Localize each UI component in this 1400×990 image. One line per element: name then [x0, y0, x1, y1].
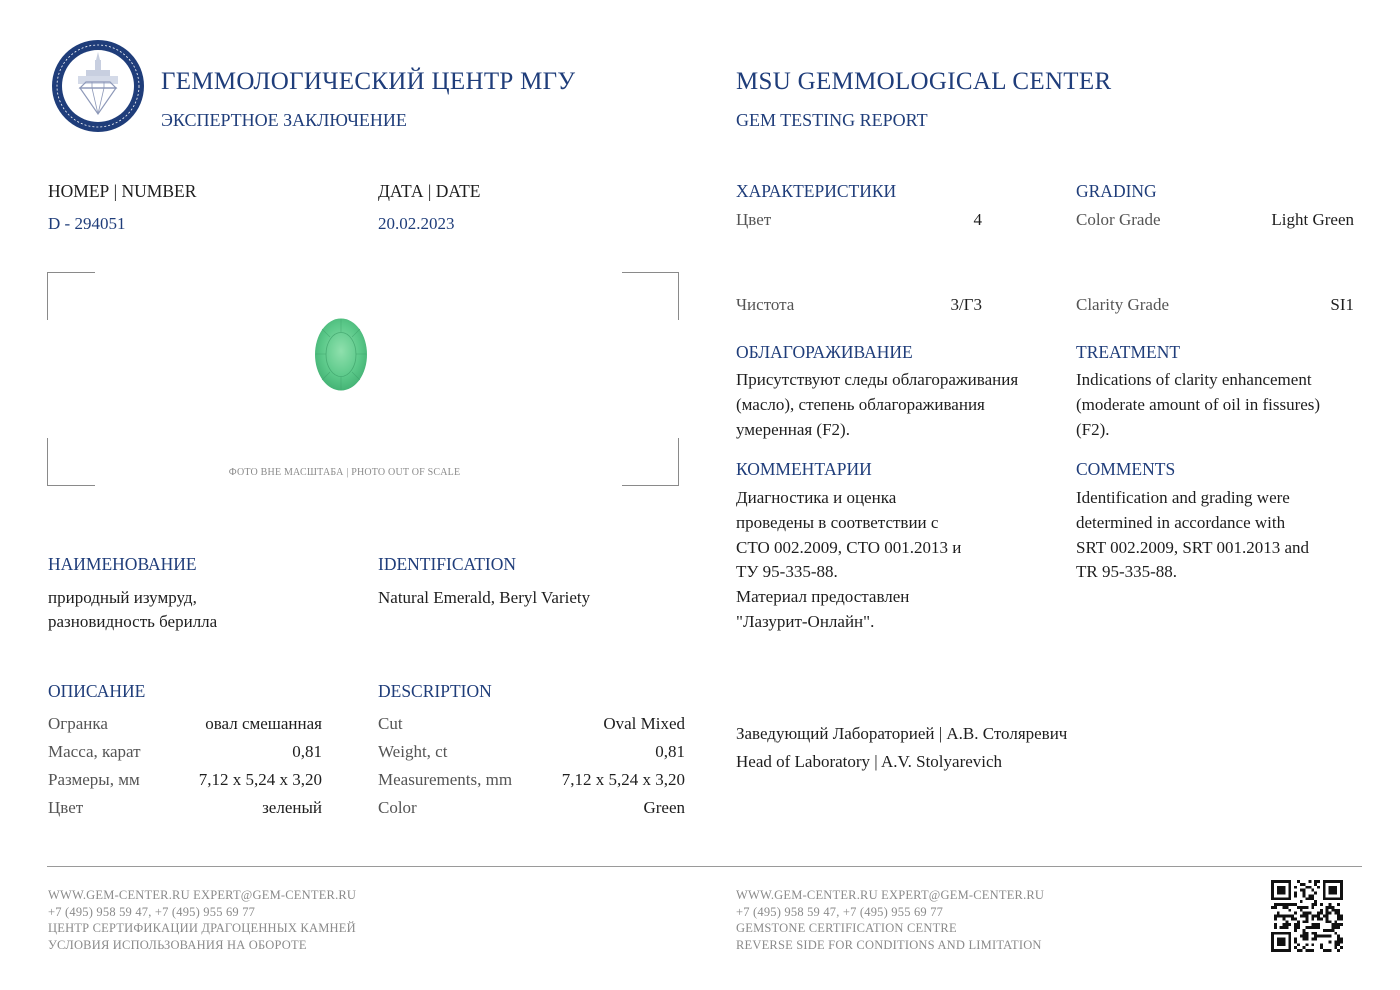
date-label: ДАТА | DATE: [378, 181, 481, 201]
comments-ru-line: проведены в соответствии с: [736, 513, 939, 532]
description-en-row-label: Cut: [378, 714, 403, 733]
footer-right-line: WWW.GEM-CENTER.RU EXPERT@GEM-CENTER.RU: [736, 888, 1045, 902]
grading-en-clarity-value: SI1: [1330, 295, 1354, 314]
description-ru-row-label: Масса, карат: [48, 742, 141, 761]
description-en-row-label: Measurements, mm: [378, 770, 513, 789]
comments-en-line: TR 95-335-88.: [1076, 562, 1178, 581]
grading-en-heading: GRADING: [1076, 181, 1157, 201]
description-ru-row-label: Цвет: [48, 798, 84, 817]
comments-en-line: determined in accordance with: [1076, 513, 1286, 532]
description-ru-row-label: Размеры, мм: [48, 770, 140, 789]
description-en-heading: DESCRIPTION: [378, 681, 492, 701]
description-ru-row-value: овал смешанная: [205, 714, 322, 733]
description-ru-row-value: 7,12 x 5,24 x 3,20: [198, 770, 322, 789]
comments-ru-line: Диагностика и оценка: [736, 488, 897, 507]
treatment-ru-line: умеренная (F2).: [736, 420, 850, 439]
description-en-row-value: 7,12 x 5,24 x 3,20: [561, 770, 685, 789]
description-ru-row-value: 0,81: [292, 742, 322, 761]
comments-en-line: SRT 002.2009, SRT 001.2013 and: [1076, 538, 1309, 557]
qr-code-icon[interactable]: [1271, 880, 1343, 952]
treatment-en-line: (moderate amount of oil in fissures): [1076, 395, 1321, 414]
footer-left-line: +7 (495) 958 59 47, +7 (495) 955 69 77: [48, 904, 256, 919]
grading-en-color-value: Light Green: [1271, 210, 1354, 229]
grading-en-clarity-label: Clarity Grade: [1076, 295, 1169, 314]
grading-ru-color-value: 4: [973, 210, 982, 229]
grading-en-color-label: Color Grade: [1076, 210, 1161, 229]
number-value: D - 294051: [48, 214, 126, 233]
signature-en: Head of Laboratory | A.V. Stolyarevich: [736, 752, 1003, 771]
treatment-en-line: Indications of clarity enhancement: [1076, 370, 1312, 389]
footer-right-line: +7 (495) 958 59 47, +7 (495) 955 69 77: [736, 904, 944, 919]
grading-ru-heading: ХАРАКТЕРИСТИКИ: [736, 181, 897, 201]
frame-corner-bottom-left: [47, 438, 95, 486]
description-en-row-value: Green: [643, 798, 685, 817]
footer-left-line: ЦЕНТР СЕРТИФИКАЦИИ ДРАГОЦЕННЫХ КАМНЕЙ: [48, 921, 356, 935]
description-en-row-label: Weight, ct: [378, 742, 448, 761]
header-en-title: MSU GEMMOLOGICAL CENTER: [736, 68, 1112, 95]
treatment-ru-line: (масло), степень облагораживания: [736, 395, 985, 414]
comments-ru-line: ТУ 95-335-88.: [736, 562, 838, 581]
treatment-ru-line: Присутствуют следы облагораживания: [736, 370, 1019, 389]
frame-corner-top-left: [47, 272, 95, 320]
description-ru-row-label: Огранка: [48, 714, 108, 733]
comments-en-heading: COMMENTS: [1076, 459, 1176, 479]
identification-ru-heading: НАИМЕНОВАНИЕ: [48, 554, 197, 574]
treatment-en-heading: TREATMENT: [1076, 342, 1181, 362]
date-value: 20.02.2023: [378, 214, 455, 233]
frame-corner-bottom-right: [622, 438, 679, 486]
identification-en-text: Natural Emerald, Beryl Variety: [378, 588, 591, 607]
identification-en-heading: IDENTIFICATION: [378, 554, 517, 574]
treatment-en-line: (F2).: [1076, 420, 1110, 439]
comments-ru-line: "Лазурит-Онлайн".: [736, 612, 875, 631]
description-en-row-label: Color: [378, 798, 417, 817]
frame-corner-top-right: [622, 272, 679, 320]
grading-ru-clarity-value: 3/Г3: [950, 295, 982, 314]
signature-ru: Заведующий Лабораторией | А.В. Столяревич: [736, 724, 1068, 743]
oval-emerald-gem-icon: [313, 317, 369, 392]
footer-right-line: GEMSTONE CERTIFICATION CENTRE: [736, 921, 957, 935]
comments-ru-heading: КОММЕНТАРИИ: [736, 459, 872, 479]
description-ru-row-value: зеленый: [262, 798, 322, 817]
description-en-row-value: Oval Mixed: [603, 714, 685, 733]
comments-ru-line: Материал предоставлен: [736, 587, 910, 606]
msu-seal-icon: [50, 38, 146, 134]
grading-ru-color-label: Цвет: [736, 210, 772, 229]
description-ru-heading: ОПИСАНИЕ: [48, 681, 146, 701]
identification-ru-line2: разновидность берилла: [48, 612, 218, 631]
comments-ru-line: СТО 002.2009, СТО 001.2013 и: [736, 538, 962, 557]
description-en-row-value: 0,81: [655, 742, 685, 761]
identification-ru-line1: природный изумруд,: [48, 588, 197, 607]
footer-divider: [47, 866, 1362, 867]
footer-left-line: WWW.GEM-CENTER.RU EXPERT@GEM-CENTER.RU: [48, 888, 357, 902]
number-label: НОМЕР | NUMBER: [48, 181, 197, 201]
photo-frame: [47, 272, 679, 486]
header-ru-title: ГЕММОЛОГИЧЕСКИЙ ЦЕНТР МГУ: [161, 68, 576, 95]
footer-right-line: REVERSE SIDE FOR CONDITIONS AND LIMITATION: [736, 937, 1042, 952]
header-en-subtitle: GEM TESTING REPORT: [736, 110, 928, 130]
comments-en-line: Identification and grading were: [1076, 488, 1290, 507]
footer-left-line: УСЛОВИЯ ИСПОЛЬЗОВАНИЯ НА ОБОРОТЕ: [48, 937, 307, 952]
grading-ru-clarity-label: Чистота: [736, 295, 795, 314]
header-ru-subtitle: ЭКСПЕРТНОЕ ЗАКЛЮЧЕНИЕ: [161, 110, 407, 130]
treatment-ru-heading: ОБЛАГОРАЖИВАНИЕ: [736, 342, 913, 362]
photo-caption: ФОТО ВНЕ МАСШТАБА | PHOTO OUT OF SCALE: [228, 467, 461, 478]
